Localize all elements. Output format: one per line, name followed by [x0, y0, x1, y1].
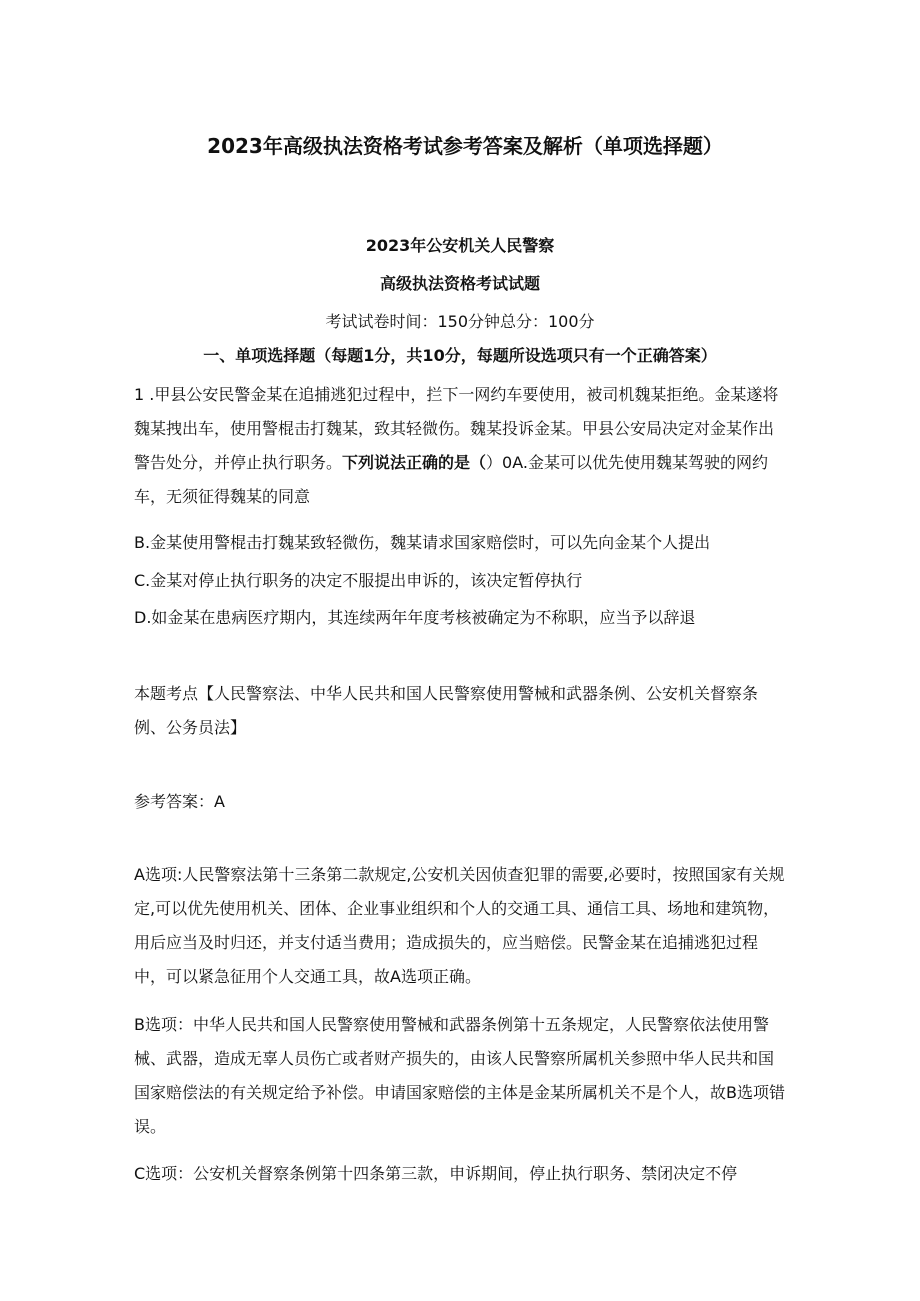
- question-1-stem-text: 1 .甲县公安民警金某在追捕逃犯过程中，拦下一网约车要使用，被司机魏某拒绝。金某遂将魏某拽出车，使用警棍击打魏某，致其轻微伤。魏某投诉金某。甲县公安局决定对金某作出警告处分，并停止执行职务。: [134, 385, 779, 472]
- question-1-option-a: ）0A.金某可以优先使用魏某驾驶的网约车，无须征得魏某的同意: [134, 453, 768, 506]
- question-1-prompt: 下列说法正确的是（: [342, 453, 487, 472]
- exam-time-score: 考试试卷时间：150分钟总分：100分: [325, 312, 595, 331]
- exam-header-line2: 高级执法资格考试试题: [379, 274, 540, 293]
- topic-line: 本题考点【人民警察法、中华人民共和国人民警察使用警械和武器条例、公安机关督察条例、公务员法】: [134, 684, 759, 737]
- question-1-option-d: D.如金某在患病医疗期内，其连续两年年度考核被确定为不称职，应当予以辞退: [134, 608, 696, 627]
- analysis-option-c: C选项：公安机关督察条例第十四条第三款，申诉期间，停止执行职务、禁闭决定不停: [134, 1164, 738, 1183]
- question-1-option-b: B.金某使用警棍击打魏某致轻微伤，魏某请求国家赔偿时，可以先向金某个人提出: [134, 533, 711, 552]
- answer-line: 参考答案：A: [134, 792, 225, 811]
- document-title: 2023年高级执法资格考试参考答案及解析（单项选择题）: [207, 134, 723, 158]
- analysis-option-a: A选项:人民警察法第十三条第二款规定,公安机关因侦查犯罪的需要,必要时，按照国家有关规定,可以优先使用机关、团体、企业事业组织和个人的交通工具、通信工具、场地和建筑物，用后应当及时归还，并支付适当费用；造成损失的，应当赔偿。民警金某在追捕逃犯过程中，可以紧急征用个人交通工具，故A选项正确。: [134, 865, 785, 986]
- analysis-option-b: B选项：中华人民共和国人民警察使用警械和武器条例第十五条规定，人民警察依法使用警械、武器，造成无辜人员伤亡或者财产损失的，由该人民警察所属机关参照中华人民共和国国家赔偿法的有关规定给予补偿。申请国家赔偿的主体是金某所属机关不是个人，故B选项错误。: [134, 1015, 785, 1136]
- question-1-stem: [134, 378, 789, 514]
- section-heading: 一、单项选择题（每题1分，共10分，每题所设选项只有一个正确答案）: [203, 346, 717, 365]
- exam-header-line1: 2023年公安机关人民警察: [365, 236, 555, 255]
- question-1-option-c: C.金某对停止执行职务的决定不服提出申诉的，该决定暂停执行: [134, 571, 583, 590]
